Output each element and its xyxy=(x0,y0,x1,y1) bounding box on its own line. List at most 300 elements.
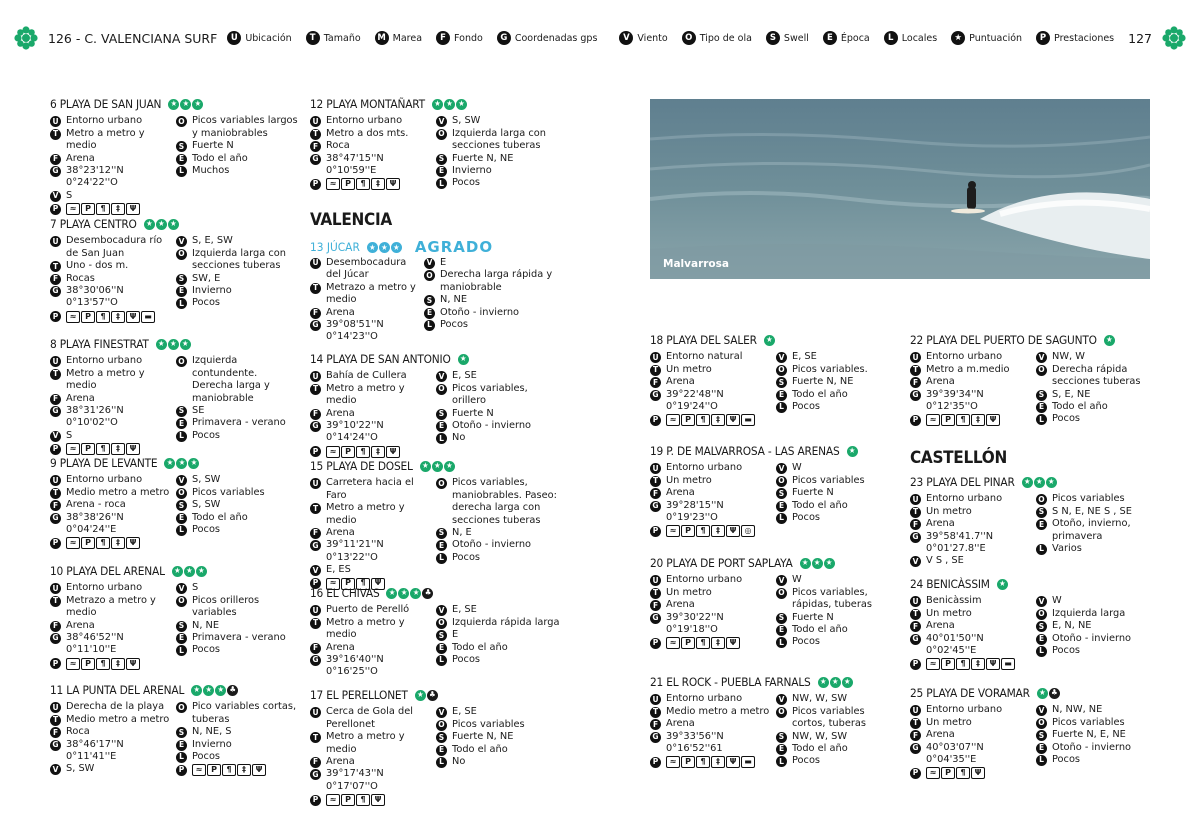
rating-star-icon: ★ xyxy=(168,339,179,350)
restaurant-icon: ¶ xyxy=(356,178,370,190)
dining-icon: Ψ xyxy=(971,767,985,779)
detail-key-icon: V xyxy=(1036,705,1047,716)
spot-title-text: 15 PLAYA DE DOSEL xyxy=(310,459,413,473)
detail-key-icon: S xyxy=(776,377,787,388)
details-left-column xyxy=(310,477,432,589)
detail-value: 39°33'56''N 0°16'52''61 xyxy=(666,730,724,755)
legend-key-icon: P xyxy=(1036,31,1050,45)
rating xyxy=(458,354,470,365)
detail-row xyxy=(776,512,900,524)
detail-value: 39°10'22''N 0°14'24''O xyxy=(326,420,384,444)
detail-key-icon: V xyxy=(176,475,187,486)
rating xyxy=(1104,335,1116,346)
camper-icon: ▬ xyxy=(741,414,755,426)
detail-key-icon: F xyxy=(50,274,61,285)
detail-row xyxy=(176,115,300,140)
detail-value: E, SE xyxy=(452,604,477,616)
spot-details xyxy=(50,701,300,776)
detail-row xyxy=(910,633,1032,658)
detail-key-icon: L xyxy=(1036,544,1047,555)
amenities-row xyxy=(910,414,1032,426)
detail-row xyxy=(310,477,432,502)
detail-value: S xyxy=(192,582,199,594)
detail-row xyxy=(436,604,560,616)
rating xyxy=(997,579,1009,590)
detail-value: N, NE xyxy=(440,294,468,306)
detail-row xyxy=(310,539,432,564)
detail-value: Desembocadura del Júcar xyxy=(326,257,407,281)
rating-star-icon: ★ xyxy=(180,339,191,350)
rating-star-icon: ★ xyxy=(164,458,175,469)
detail-row xyxy=(310,731,432,756)
spot-entry xyxy=(650,676,900,768)
spot-title xyxy=(50,684,300,696)
detail-value: Fuerte N xyxy=(452,407,494,419)
detail-key-icon: T xyxy=(50,369,61,380)
spot-title xyxy=(910,687,1160,699)
details-right-column xyxy=(776,574,900,649)
detail-value: Un metro xyxy=(666,474,712,486)
detail-value: Arena xyxy=(326,527,355,539)
detail-key-icon: E xyxy=(1036,519,1047,530)
detail-row xyxy=(776,612,900,624)
detail-key-icon: V xyxy=(1036,596,1047,607)
detail-value: Pocos xyxy=(792,755,821,767)
restaurant-icon: ¶ xyxy=(222,764,236,776)
detail-row xyxy=(424,294,560,306)
detail-value: Carretera hacia el Faro xyxy=(326,477,414,501)
camper-icon: ▬ xyxy=(141,311,155,323)
details-right-column xyxy=(436,115,560,190)
detail-row xyxy=(176,474,300,486)
detail-row xyxy=(424,269,560,294)
detail-row xyxy=(436,177,560,189)
detail-value: Todo el año xyxy=(452,743,508,755)
detail-row xyxy=(650,376,772,388)
camper-icon: ▬ xyxy=(1001,658,1015,670)
spot-details xyxy=(910,704,1160,779)
detail-value: Fuerte N, NE xyxy=(452,731,514,743)
detail-key-icon: S xyxy=(176,141,187,152)
detail-row xyxy=(50,260,172,272)
spot-details xyxy=(50,582,300,669)
legend-label: Época xyxy=(840,32,870,44)
detail-value: 39°28'15''N 0°19'23''O xyxy=(666,499,724,524)
detail-value: Todo el año xyxy=(792,388,848,400)
spot-entry xyxy=(50,684,300,776)
detail-value: Medio metro a metro xyxy=(66,486,170,498)
detail-value: Pocos xyxy=(192,429,221,441)
detail-key-icon: S xyxy=(176,621,187,632)
legend-item xyxy=(766,31,809,45)
detail-key-icon: O xyxy=(776,588,787,599)
amenities-key-icon: P xyxy=(176,765,187,776)
detail-value: Metro a dos mts. xyxy=(326,127,409,139)
detail-row xyxy=(776,743,900,755)
detail-key-icon: U xyxy=(50,116,61,127)
detail-value: Pocos xyxy=(192,751,221,763)
details-right-column xyxy=(176,115,300,215)
surfer-icon: ♣ xyxy=(1049,688,1060,699)
dining-icon: Ψ xyxy=(986,414,1000,426)
detail-key-icon: G xyxy=(910,390,921,401)
legend-key-icon: M xyxy=(375,31,389,45)
detail-row xyxy=(910,518,1032,530)
amenities-key-icon: P xyxy=(910,415,921,426)
detail-key-icon: T xyxy=(910,609,921,620)
detail-row xyxy=(176,248,300,273)
detail-value: 39°17'43''N 0°17'07''O xyxy=(326,768,384,792)
spot-details xyxy=(310,370,560,457)
details-right-column xyxy=(176,582,300,669)
amenities-key-icon: P xyxy=(650,757,661,768)
header-left xyxy=(14,27,611,49)
details-left-column xyxy=(650,574,772,649)
detail-value: S xyxy=(66,189,73,201)
legend-key-icon: G xyxy=(497,31,511,45)
detail-row xyxy=(650,389,772,414)
photo-caption: Malvarrosa xyxy=(663,258,729,270)
toilets-icon: ‡ xyxy=(111,537,125,549)
detail-key-icon: E xyxy=(176,513,187,524)
detail-key-icon: E xyxy=(776,390,787,401)
amenities-row xyxy=(910,658,1032,670)
amenities-key-icon: P xyxy=(650,526,661,537)
detail-value: Medio metro a metro xyxy=(66,713,170,725)
rating xyxy=(847,446,859,457)
detail-key-icon: E xyxy=(1036,634,1047,645)
detail-key-icon: E xyxy=(436,166,447,177)
detail-key-icon: T xyxy=(650,707,661,718)
spot-entry xyxy=(310,460,560,590)
detail-row xyxy=(176,235,300,247)
detail-key-icon: E xyxy=(176,633,187,644)
detail-row xyxy=(910,555,1032,567)
details-right-column xyxy=(176,355,300,455)
rating-star-icon: ★ xyxy=(800,558,811,569)
detail-key-icon: S xyxy=(176,727,187,738)
detail-row xyxy=(776,376,900,388)
spot-details xyxy=(650,693,900,768)
legend-label: Tamaño xyxy=(323,32,361,44)
legend-item xyxy=(682,31,752,45)
detail-key-icon: T xyxy=(650,476,661,487)
detail-key-icon: U xyxy=(50,236,61,247)
spot-title-text: 21 EL ROCK - PUEBLA FARNALS xyxy=(650,675,811,689)
detail-row xyxy=(776,487,900,499)
spot-details xyxy=(50,355,300,455)
detail-value: W xyxy=(792,462,802,474)
detail-key-icon: T xyxy=(50,488,61,499)
detail-key-icon: O xyxy=(436,384,447,395)
detail-value: Picos variables xyxy=(792,474,865,486)
detail-key-icon: U xyxy=(310,478,321,489)
detail-key-icon: O xyxy=(176,488,187,499)
detail-value: Entorno urbano xyxy=(926,704,1003,716)
restaurant-icon: ¶ xyxy=(96,203,110,215)
detail-value: S, SW xyxy=(452,115,481,127)
detail-key-icon: V xyxy=(50,191,61,202)
spot-entry xyxy=(50,218,300,323)
detail-row xyxy=(176,355,300,405)
detail-value: Arena xyxy=(666,487,695,499)
detail-value: Picos variables xyxy=(192,486,265,498)
surf-shop-icon: ≈ xyxy=(326,578,340,590)
spot-entry xyxy=(910,578,1160,670)
detail-value: Puerto de Perelló xyxy=(326,604,410,616)
detail-row xyxy=(310,257,420,282)
detail-row xyxy=(176,726,300,738)
legend-item xyxy=(619,31,667,45)
detail-key-icon: T xyxy=(910,365,921,376)
detail-value: Pocos xyxy=(192,644,221,656)
detail-value: E, N, NE xyxy=(1052,620,1092,632)
spot-entry xyxy=(910,476,1160,568)
detail-row xyxy=(176,499,300,511)
detail-row xyxy=(910,351,1032,363)
rating-star-icon: ★ xyxy=(367,242,378,253)
detail-key-icon: E xyxy=(436,421,447,432)
legend-key-icon: S xyxy=(766,31,780,45)
detail-value: Uno - dos m. xyxy=(66,260,129,272)
detail-value: Arena xyxy=(666,718,695,730)
detail-key-icon: G xyxy=(310,540,321,551)
detail-row xyxy=(176,739,300,751)
surf-shop-icon: ≈ xyxy=(326,178,340,190)
detail-row xyxy=(176,165,300,177)
detail-value: 39°22'48''N 0°19'24''O xyxy=(666,388,724,413)
detail-value: No xyxy=(452,756,466,768)
asterisk-logo-icon xyxy=(14,26,38,50)
detail-row xyxy=(436,408,560,420)
detail-row xyxy=(50,285,172,310)
detail-key-icon: U xyxy=(50,356,61,367)
surf-shop-icon: ≈ xyxy=(326,794,340,806)
detail-row xyxy=(310,617,432,642)
spot-details xyxy=(650,351,900,426)
detail-key-icon: T xyxy=(650,588,661,599)
spot-details xyxy=(310,604,560,678)
detail-value: 38°47'15''N 0°10'59''E xyxy=(326,152,384,177)
detail-row xyxy=(176,512,300,524)
legend-label: Fondo xyxy=(454,32,483,44)
surfer-icon: ♣ xyxy=(227,685,238,696)
detail-value: NW, W, SW xyxy=(792,693,848,705)
detail-row xyxy=(310,654,432,679)
detail-value: Benicàssim xyxy=(926,595,982,607)
rating xyxy=(144,219,180,230)
detail-row xyxy=(776,500,900,512)
spot-title xyxy=(650,676,900,688)
spot-entry xyxy=(910,687,1160,779)
parking-icon: P xyxy=(941,767,955,779)
detail-value: Izquierda larga xyxy=(1052,607,1126,619)
rating-star-icon: ★ xyxy=(1034,477,1045,488)
detail-row xyxy=(50,190,172,202)
parking-icon: P xyxy=(207,764,221,776)
detail-key-icon: T xyxy=(50,715,61,726)
details-left-column xyxy=(310,257,420,344)
wave-illustration xyxy=(650,99,1150,279)
detail-row xyxy=(50,714,172,726)
detail-value: Metrazo a metro y medio xyxy=(66,594,156,619)
surf-shop-icon: ≈ xyxy=(666,756,680,768)
restaurant-icon: ¶ xyxy=(956,767,970,779)
detail-key-icon: G xyxy=(310,655,321,666)
spot-title xyxy=(650,445,900,457)
detail-key-icon: T xyxy=(50,261,61,272)
rating xyxy=(1037,688,1061,699)
detail-value: Todo el año xyxy=(192,152,248,164)
rating-star-icon: ★ xyxy=(156,339,167,350)
dining-icon: Ψ xyxy=(386,446,400,458)
detail-key-icon: U xyxy=(650,463,661,474)
dining-icon: Ψ xyxy=(371,794,385,806)
details-right-column xyxy=(176,474,300,549)
detail-value: N, NW, NE xyxy=(1052,704,1103,716)
rating xyxy=(1022,477,1058,488)
amenities-key-icon: P xyxy=(650,415,661,426)
details-right-column xyxy=(436,706,560,806)
detail-key-icon: E xyxy=(1036,743,1047,754)
detail-row xyxy=(310,408,432,420)
details-right-column xyxy=(436,604,560,678)
detail-value: Picos variables largos y maniobrables xyxy=(192,115,298,139)
details-right-column xyxy=(1036,704,1160,779)
detail-value: Fuerte N xyxy=(792,611,834,623)
detail-value: Invierno xyxy=(452,165,492,177)
detail-key-icon: T xyxy=(310,283,321,294)
detail-row xyxy=(50,128,172,153)
rating-star-icon: ★ xyxy=(1104,335,1115,346)
detail-value: Todo el año xyxy=(1052,401,1108,413)
surf-shop-icon: ≈ xyxy=(66,203,80,215)
detail-key-icon: L xyxy=(176,752,187,763)
spot-details xyxy=(310,477,560,589)
detail-value: S, SW xyxy=(192,499,221,511)
restaurant-icon: ¶ xyxy=(96,537,110,549)
spot-entry xyxy=(310,98,560,190)
detail-row xyxy=(650,475,772,487)
surf-shop-icon: ≈ xyxy=(666,525,680,537)
spot-title-text: 22 PLAYA DEL PUERTO DE SAGUNTO xyxy=(910,333,1097,347)
detail-key-icon: V xyxy=(776,694,787,705)
agrado-logo: AGRADO xyxy=(414,238,494,256)
detail-key-icon: V xyxy=(436,707,447,718)
parking-icon: P xyxy=(81,443,95,455)
detail-row xyxy=(650,731,772,756)
spot-title xyxy=(910,476,1160,488)
detail-row xyxy=(310,527,432,539)
rating-star-icon: ★ xyxy=(830,677,841,688)
detail-key-icon: T xyxy=(310,732,321,743)
rating xyxy=(764,335,776,346)
detail-row xyxy=(310,756,432,768)
detail-key-icon: F xyxy=(310,409,321,420)
detail-row xyxy=(436,165,560,177)
details-left-column xyxy=(50,355,172,455)
detail-row xyxy=(1036,754,1160,766)
detail-key-icon: S xyxy=(776,488,787,499)
detail-value: Picos variables. xyxy=(792,363,868,375)
detail-value: Metrazo a metro y medio xyxy=(326,281,416,306)
detail-row xyxy=(650,364,772,376)
detail-key-icon: V xyxy=(310,565,321,576)
detail-row xyxy=(910,531,1032,556)
detail-key-icon: V xyxy=(910,556,921,567)
detail-row xyxy=(176,620,300,632)
detail-key-icon: U xyxy=(910,596,921,607)
rating-star-icon: ★ xyxy=(456,99,467,110)
spot-details xyxy=(310,706,560,806)
spot-entry xyxy=(50,565,300,670)
detail-value: 38°38'26''N 0°04'24''E xyxy=(66,511,124,536)
details-left-column xyxy=(50,701,172,776)
spot-entry xyxy=(910,334,1160,426)
details-right-column xyxy=(776,351,900,426)
detail-value: E, SE xyxy=(792,351,817,363)
detail-row xyxy=(310,502,432,527)
detail-value: E, SE xyxy=(452,370,477,382)
rating-star-icon: ★ xyxy=(168,99,179,110)
dining-icon: Ψ xyxy=(126,203,140,215)
detail-value: Arena xyxy=(926,376,955,388)
detail-row xyxy=(310,115,432,127)
rating-star-icon: ★ xyxy=(824,558,835,569)
spot-title xyxy=(310,353,560,365)
legend-key-icon: L xyxy=(884,31,898,45)
detail-key-icon: F xyxy=(910,621,921,632)
toilets-icon: ‡ xyxy=(237,764,251,776)
detail-value: Primavera - verano xyxy=(192,417,286,429)
detail-key-icon: E xyxy=(176,418,187,429)
detail-row xyxy=(176,140,300,152)
detail-row xyxy=(776,574,900,586)
details-left-column xyxy=(310,370,432,457)
legend-label: Swell xyxy=(783,32,809,44)
detail-value: Metro a metro y medio xyxy=(66,127,145,152)
amenities-row xyxy=(176,764,300,776)
toilets-icon: ‡ xyxy=(371,178,385,190)
detail-row xyxy=(310,307,420,319)
detail-key-icon: L xyxy=(1036,414,1047,425)
detail-row xyxy=(310,282,420,307)
detail-key-icon: O xyxy=(176,356,187,367)
legend-item xyxy=(951,31,1022,45)
detail-value: Arena xyxy=(926,620,955,632)
detail-row xyxy=(910,742,1032,767)
detail-key-icon: V xyxy=(1036,352,1047,363)
detail-row xyxy=(176,285,300,297)
detail-value: Izquierda larga con secciones tuberas xyxy=(452,127,546,152)
detail-row xyxy=(310,768,432,793)
detail-key-icon: T xyxy=(310,503,321,514)
detail-key-icon: S xyxy=(1036,390,1047,401)
detail-row xyxy=(776,351,900,363)
details-right-column xyxy=(424,257,560,344)
detail-row xyxy=(310,642,432,654)
detail-value: Entorno urbano xyxy=(666,574,743,586)
amenities-row xyxy=(910,767,1032,779)
legend-label: Tipo de ola xyxy=(699,32,752,44)
spot-details xyxy=(910,595,1160,670)
spot-title-text: 24 BENICÀSSIM xyxy=(910,577,990,591)
detail-row xyxy=(176,153,300,165)
detail-key-icon: G xyxy=(650,390,661,401)
detail-row xyxy=(910,608,1032,620)
spot-title-text: 7 PLAYA CENTRO xyxy=(50,217,137,231)
detail-value: No xyxy=(452,432,466,444)
